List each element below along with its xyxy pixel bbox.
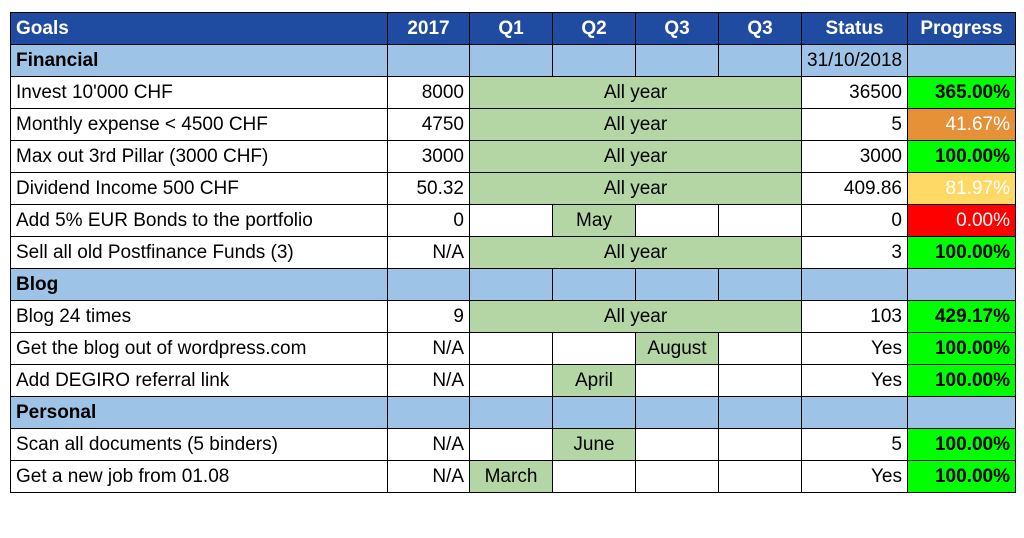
section-empty-cell xyxy=(908,45,1016,77)
progress-value: 41.67% xyxy=(908,109,1016,141)
section-empty-cell xyxy=(470,397,553,429)
status-value: 36500 xyxy=(802,77,908,109)
goal-name: Get the blog out of wordpress.com xyxy=(11,333,388,365)
section-empty-cell xyxy=(908,269,1016,301)
value-2017: N/A xyxy=(388,365,470,397)
quarter-all-year: All year xyxy=(470,173,802,205)
quarter-q2-active: June xyxy=(553,429,636,461)
quarter-q2-empty xyxy=(553,333,636,365)
section-row-personal xyxy=(11,397,1016,429)
goal-name: Max out 3rd Pillar (3000 CHF) xyxy=(11,141,388,173)
value-2017: 50.32 xyxy=(388,173,470,205)
section-empty-cell xyxy=(553,269,636,301)
quarter-q3a-empty xyxy=(636,205,719,237)
table-row xyxy=(11,237,1016,269)
quarter-all-year: All year xyxy=(470,141,802,173)
header-q1: Q1 xyxy=(470,13,553,45)
quarter-q2-active: May xyxy=(553,205,636,237)
quarter-all-year: All year xyxy=(470,77,802,109)
header-q2: Q2 xyxy=(553,13,636,45)
progress-value: 429.17% xyxy=(908,301,1016,333)
section-empty-cell xyxy=(636,397,719,429)
value-2017: 4750 xyxy=(388,109,470,141)
table-row xyxy=(11,173,1016,205)
progress-value: 365.00% xyxy=(908,77,1016,109)
progress-value: 100.00% xyxy=(908,237,1016,269)
goals-body xyxy=(11,45,1016,493)
value-2017: N/A xyxy=(388,237,470,269)
quarter-q3b-empty xyxy=(719,365,802,397)
quarter-q1-empty xyxy=(470,205,553,237)
table-row xyxy=(11,77,1016,109)
quarter-q1-empty xyxy=(470,333,553,365)
status-value: 5 xyxy=(802,109,908,141)
quarter-q3a-empty xyxy=(636,429,719,461)
section-empty-cell xyxy=(388,45,470,77)
value-2017: 0 xyxy=(388,205,470,237)
status-value: 103 xyxy=(802,301,908,333)
table-row xyxy=(11,461,1016,493)
value-2017: N/A xyxy=(388,461,470,493)
header-2017: 2017 xyxy=(388,13,470,45)
table-row xyxy=(11,109,1016,141)
header-goals: Goals xyxy=(11,13,388,45)
status-value: Yes xyxy=(802,461,908,493)
quarter-all-year: All year xyxy=(470,237,802,269)
quarter-q3b-empty xyxy=(719,333,802,365)
value-2017: N/A xyxy=(388,333,470,365)
table-row xyxy=(11,205,1016,237)
goal-name: Add DEGIRO referral link xyxy=(11,365,388,397)
quarter-q2-empty xyxy=(553,461,636,493)
progress-value: 100.00% xyxy=(908,461,1016,493)
quarter-q1-active: March xyxy=(470,461,553,493)
section-empty-cell xyxy=(388,269,470,301)
section-empty-cell xyxy=(470,45,553,77)
quarter-q3a-empty xyxy=(636,461,719,493)
goal-name: Get a new job from 01.08 xyxy=(11,461,388,493)
header-q3-second: Q3 xyxy=(719,13,802,45)
quarter-q1-empty xyxy=(470,365,553,397)
value-2017: 9 xyxy=(388,301,470,333)
section-label: Financial xyxy=(11,45,388,77)
status-value: Yes xyxy=(802,365,908,397)
table-row xyxy=(11,365,1016,397)
progress-value: 100.00% xyxy=(908,365,1016,397)
goal-name: Add 5% EUR Bonds to the portfolio xyxy=(11,205,388,237)
header-q3: Q3 xyxy=(636,13,719,45)
goal-name: Blog 24 times xyxy=(11,301,388,333)
header-row xyxy=(11,13,1016,45)
goal-name: Invest 10'000 CHF xyxy=(11,77,388,109)
section-label: Personal xyxy=(11,397,388,429)
goals-table xyxy=(10,12,1016,493)
quarter-q3b-empty xyxy=(719,429,802,461)
progress-value: 100.00% xyxy=(908,333,1016,365)
quarter-all-year: All year xyxy=(470,109,802,141)
section-empty-cell xyxy=(553,45,636,77)
section-empty-cell xyxy=(719,397,802,429)
section-empty-cell xyxy=(388,397,470,429)
section-empty-cell xyxy=(719,45,802,77)
quarter-q2-active: April xyxy=(553,365,636,397)
goal-name: Monthly expense < 4500 CHF xyxy=(11,109,388,141)
section-empty-cell xyxy=(553,397,636,429)
header-progress: Progress xyxy=(908,13,1016,45)
section-empty-cell xyxy=(470,269,553,301)
progress-value: 100.00% xyxy=(908,429,1016,461)
section-empty-cell xyxy=(636,45,719,77)
goal-name: Scan all documents (5 binders) xyxy=(11,429,388,461)
table-row xyxy=(11,429,1016,461)
progress-value: 0.00% xyxy=(908,205,1016,237)
table-row xyxy=(11,301,1016,333)
goal-name: Sell all old Postfinance Funds (3) xyxy=(11,237,388,269)
quarter-all-year: All year xyxy=(470,301,802,333)
goal-name: Dividend Income 500 CHF xyxy=(11,173,388,205)
quarter-q1-empty xyxy=(470,429,553,461)
status-value: 409.86 xyxy=(802,173,908,205)
value-2017: 3000 xyxy=(388,141,470,173)
section-status xyxy=(802,269,908,301)
value-2017: N/A xyxy=(388,429,470,461)
section-label: Blog xyxy=(11,269,388,301)
quarter-q3b-empty xyxy=(719,205,802,237)
status-value: 0 xyxy=(802,205,908,237)
header-status: Status xyxy=(802,13,908,45)
table-row xyxy=(11,333,1016,365)
section-row-financial xyxy=(11,45,1016,77)
quarter-q3a-empty xyxy=(636,365,719,397)
quarter-q3a-active: August xyxy=(636,333,719,365)
table-row xyxy=(11,141,1016,173)
status-value: Yes xyxy=(802,333,908,365)
status-value: 3 xyxy=(802,237,908,269)
section-empty-cell xyxy=(636,269,719,301)
section-empty-cell xyxy=(719,269,802,301)
quarter-q3b-empty xyxy=(719,461,802,493)
section-status xyxy=(802,397,908,429)
status-value: 3000 xyxy=(802,141,908,173)
value-2017: 8000 xyxy=(388,77,470,109)
progress-value: 81.97% xyxy=(908,173,1016,205)
section-row-blog xyxy=(11,269,1016,301)
section-status: 31/10/2018 xyxy=(802,45,908,77)
section-empty-cell xyxy=(908,397,1016,429)
progress-value: 100.00% xyxy=(908,141,1016,173)
status-value: 5 xyxy=(802,429,908,461)
